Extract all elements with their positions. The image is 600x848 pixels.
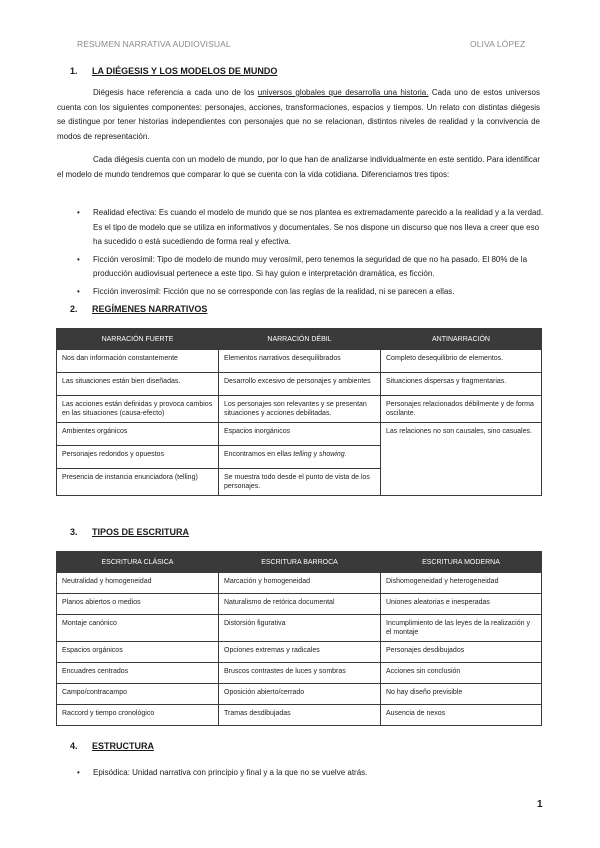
table-row [57,684,542,705]
page-number: 1 [537,799,543,810]
model-types-list [57,206,544,302]
list-item-text: Ficción verosímil: Tipo de modelo de mundo muy verosímil, pero tenemos la seguridad de que no ha pasado. El 80% de la producción audiovisual pertenece a este tipo. Si hay guion e interpretación dramática, es ficción. [93,254,528,278]
table-row [57,396,542,423]
table-cell: Marcación y homogeneidad [219,573,381,594]
table-cell: Personajes desdibujados [381,642,542,663]
table-cell: Personajes redondos y opuestos [57,446,219,469]
table-cell: Dishomogeneidad y heterogeneidad [381,573,542,594]
column-header: NARRACIÓN FUERTE [57,329,219,350]
table-cell: Desarrollo excesivo de personajes y ambientes [219,373,381,396]
header-left: RESUMEN NARRATIVA AUDIOVISUAL [77,39,231,49]
table-cell: Incumplimiento de las leyes de la realización y el montaje [381,615,542,642]
section-title: ESTRUCTURA [92,741,154,751]
column-header: ESCRITURA MODERNA [381,552,542,573]
section-number: 3. [70,527,78,537]
table-cell: Las acciones están definidas y provoca cambios en las situaciones (causa-efecto) [57,396,219,423]
table-cell [219,446,381,469]
table-header-row [57,552,542,573]
table-cell: Se muestra todo desde el punto de vista de los personajes. [219,469,381,496]
table-cell: Encuadres centrados [57,663,219,684]
bullet-icon: • [77,208,80,217]
table-cell: No hay diseño previsible [381,684,542,705]
table-cell: Las relaciones no son causales, sino casuales. [381,423,542,496]
section-number: 2. [70,304,78,314]
section-1-heading [70,66,277,76]
table-cell: Naturalismo de retórica documental [219,594,381,615]
section-number: 1. [70,66,78,76]
narrative-regimes-table [56,328,542,496]
section-title: LA DIÉGESIS Y LOS MODELOS DE MUNDO [92,66,278,76]
section-title: REGÍMENES NARRATIVOS [92,304,208,314]
table-cell: Distorsión figurativa [219,615,381,642]
table-cell: Raccord y tiempo cronológico [57,705,219,726]
table-cell: Opciones extremas y radicales [219,642,381,663]
table-row [57,615,542,642]
table-cell: Acciones sin conclusión [381,663,542,684]
table-cell: Completo desequilibrio de elementos. [381,350,542,373]
table-cell: Neutralidad y homogeneidad [57,573,219,594]
table-cell: Elementos narrativos desequilibrados [219,350,381,373]
list-item-text: Realidad efectiva: Es cuando el modelo de mundo que se nos plantea es extremadamente parecido a la realidad y a la verdad. Es el tipo de modelo que se utiliza en informativos y documentales. Se nos dispone un discurso que nos lleva a creer que eso ha sucedido o está sucediendo de forma real y efectiva. [93,208,544,246]
section-4-heading [70,741,154,751]
list-item-text: Episódica: Unidad narrativa con principio y final y a la que no se vuelve atrás. [93,768,368,777]
text-run: Encontramos en ellas [224,451,294,458]
table-cell: Presencia de instancia enunciadora (telling) [57,469,219,496]
bullet-icon: • [77,286,80,296]
list-item [57,285,544,300]
table-cell: Montaje canónico [57,615,219,642]
table-cell: Los personajes son relevantes y se presentan situaciones y acciones debilitadas. [219,396,381,423]
section-1-paragraph-1 [57,86,540,144]
section-title: TIPOS DE ESCRITURA [92,527,190,537]
list-item-text: Ficción inverosímil: Ficción que no se corresponde con las reglas de la realidad, ni se parecen a ellas. [93,286,455,296]
table-cell: Espacios orgánicos [57,642,219,663]
underlined-text: universos globales que desarrolla una historia. [257,88,429,97]
table-cell: Espacios inorgánicos [219,423,381,446]
italic-term: showing [318,451,345,458]
table-cell: Tramas desdibujadas [219,705,381,726]
bullet-icon: • [77,254,80,264]
table-cell: Campo/contracampo [57,684,219,705]
table-row [57,663,542,684]
table-row [57,594,542,615]
table-row [57,705,542,726]
table-row [57,423,542,446]
writing-types-table [56,551,542,726]
column-header: ESCRITURA CLÁSICA [57,552,219,573]
list-item [57,206,544,250]
structure-list [57,766,544,784]
table-cell: Ausencia de nexos [381,705,542,726]
table-row [57,642,542,663]
table-row [57,573,542,594]
text-run: Cada uno de estos universos cuenta con los siguientes componentes: personajes, acciones, transformaciones, espacios y tiempos. Un relato con distintas diégesis se distingue por tener historias independientes con personajes que no se relacionan, distintos niveles de realidad y la convivencia de modos de representación. [57,88,540,141]
section-3-heading [70,527,189,537]
bullet-icon: • [77,768,80,777]
table-cell: Bruscos contrastes de luces y sombras [219,663,381,684]
table-cell: Las situaciones están bien diseñadas. [57,373,219,396]
table-header-row [57,329,542,350]
list-item [57,253,544,282]
text-run: Diégesis hace referencia a cada uno de los [93,88,258,97]
section-1-paragraph-2: Cada diégesis cuenta con un modelo de mundo, por lo que han de analizarse individualmente en este sentido. Para identificar el modelo de mundo tendremos que comparar lo que se cuenta con la vida cotidiana. Diferenciamos tres tipos: [57,155,540,179]
text-run: y [311,451,319,458]
header-right: OLIVA LÓPEZ [470,39,526,49]
table-row [57,373,542,396]
section-number: 4. [70,741,78,751]
table-row [57,350,542,373]
list-item [57,766,544,781]
table-cell: Oposición abierto/cerrado [219,684,381,705]
table-cell: Personajes relacionados débilmente y de forma oscilante. [381,396,542,423]
table-cell: Uniones aleatorias e inesperadas [381,594,542,615]
column-header: ANTINARRACIÓN [381,329,542,350]
column-header: ESCRITURA BARROCA [219,552,381,573]
table-cell: Situaciones dispersas y fragmentarias. [381,373,542,396]
table-cell: Planos abiertos o medios [57,594,219,615]
italic-term: telling [293,451,312,458]
column-header: NARRACIÓN DÉBIL [219,329,381,350]
table-cell: Nos dan información constantemente [57,350,219,373]
section-2-heading [70,304,207,314]
table-cell: Ambientes orgánicos [57,423,219,446]
text-run: . [344,451,347,458]
